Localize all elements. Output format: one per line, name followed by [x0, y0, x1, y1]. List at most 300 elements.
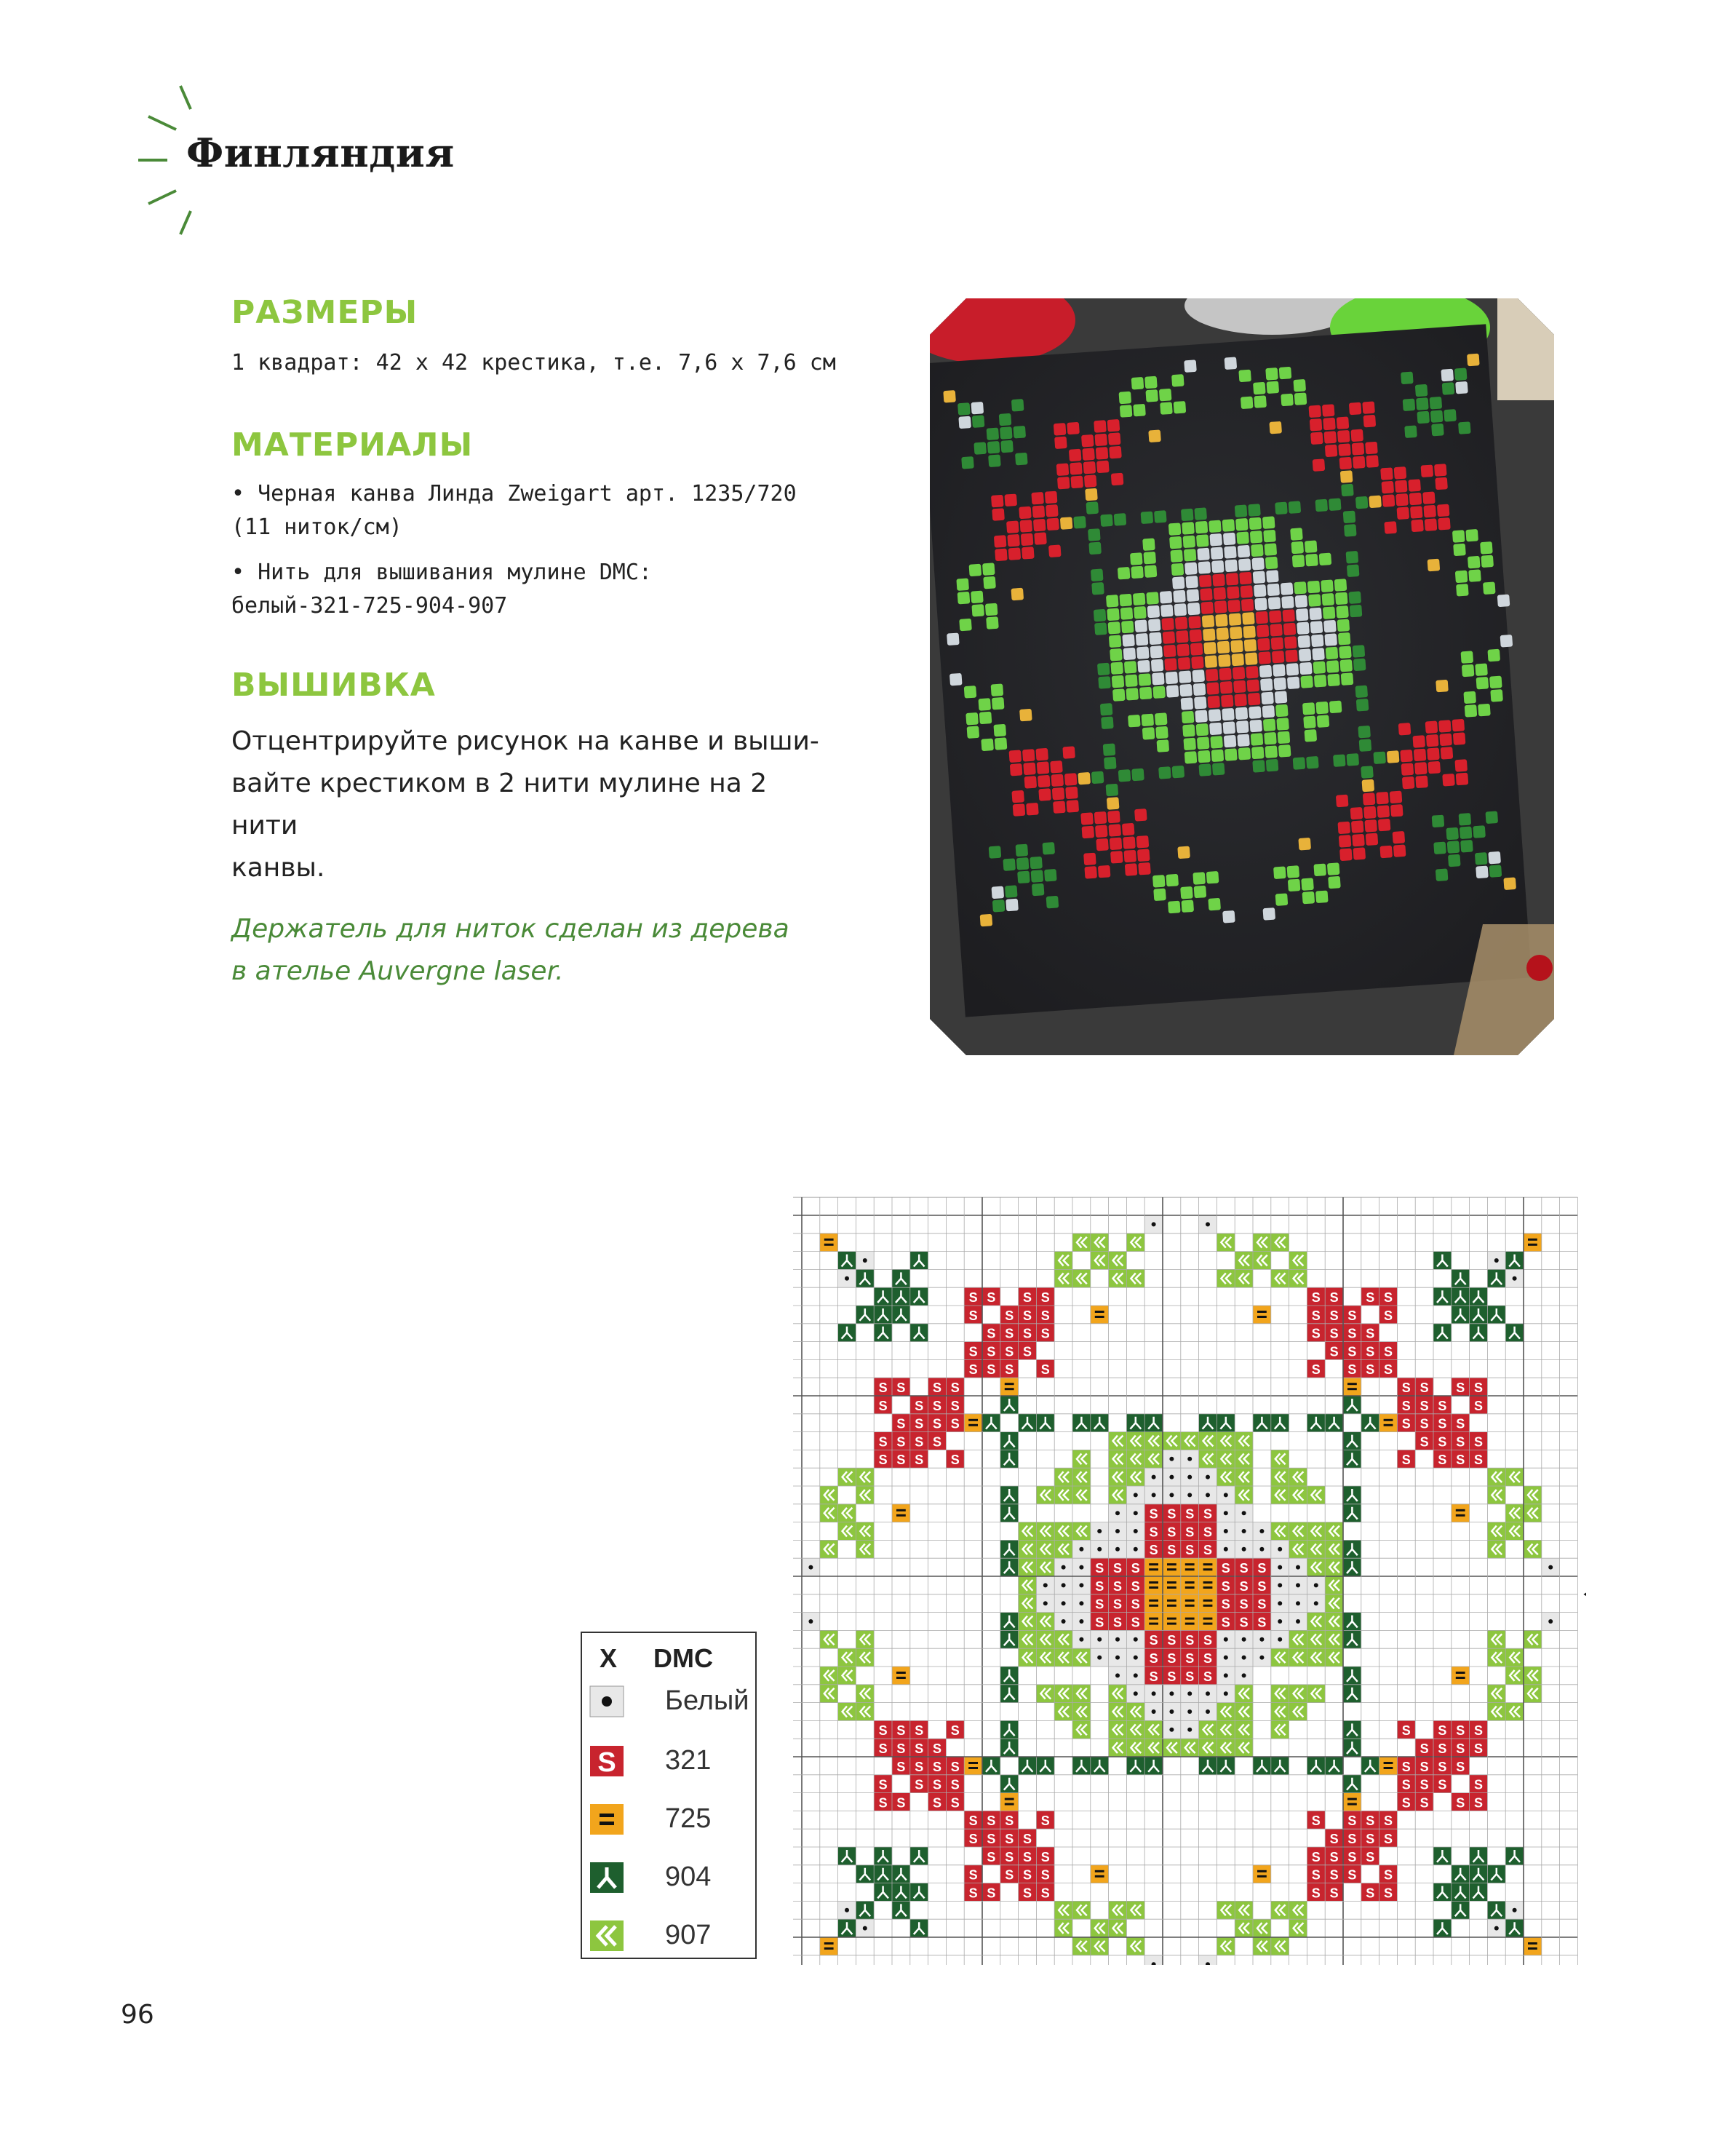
chart-stitch [1307, 1540, 1325, 1558]
photo-stitch [1243, 626, 1256, 639]
photo-stitch [1398, 723, 1412, 736]
chart-stitch [1109, 1486, 1127, 1504]
chart-stitch [1019, 1613, 1037, 1631]
chart-stitch [1289, 1648, 1307, 1667]
chart-stitch [1524, 1234, 1542, 1252]
photo-stitch [1468, 556, 1481, 569]
photo-stitch [1409, 493, 1422, 506]
photo-stitch [1062, 746, 1075, 759]
photo-stitch [1328, 876, 1341, 889]
chart-stitch [910, 1450, 928, 1468]
photo-stitch [1137, 849, 1150, 862]
chart-stitch [1144, 1558, 1163, 1576]
chart-stitch [1307, 1865, 1325, 1883]
chart-stitch [1000, 1667, 1019, 1685]
photo-stitch [1004, 493, 1017, 507]
chart-stitch [1000, 1793, 1019, 1811]
chart-stitch [856, 1901, 874, 1919]
photo-stitch [1097, 663, 1110, 676]
photo-stitch [1335, 592, 1348, 605]
chart-stitch [1487, 1468, 1505, 1486]
chart-stitch [1144, 1594, 1163, 1613]
chart-stitch [1036, 1847, 1054, 1865]
chart-stitch [1433, 1775, 1452, 1793]
chart-stitch [1505, 1252, 1524, 1270]
photo-stitch [1166, 672, 1179, 685]
photo-stitch [1111, 473, 1124, 486]
svg-text:S: S [1456, 1723, 1465, 1739]
photo-stitch [1108, 432, 1121, 445]
embroidery-heading: ВЫШИВКА [231, 667, 436, 704]
chart-stitch [1361, 1757, 1379, 1775]
chart-stitch [1361, 1287, 1379, 1306]
chart-stitch [1109, 1648, 1127, 1667]
photo-stitch [1305, 554, 1318, 567]
chart-stitch [1487, 1703, 1505, 1721]
photo-stitch [1247, 679, 1260, 692]
chart-stitch [856, 1630, 874, 1648]
chart-stitch [1343, 1775, 1361, 1793]
chart-stitch [1072, 1522, 1091, 1541]
svg-text:S: S [1221, 1578, 1230, 1594]
photo-stitch [1271, 637, 1284, 650]
chart-stitch [892, 1432, 910, 1450]
photo-stitch [1339, 457, 1353, 470]
photo-stitch [1152, 686, 1166, 699]
svg-text:S: S [1239, 1561, 1249, 1576]
chart-stitch [1144, 1630, 1163, 1648]
chart-stitch [1199, 1667, 1217, 1685]
chart-stitch [1325, 1829, 1343, 1847]
photo-stitch [1423, 505, 1436, 518]
chart-stitch [1325, 1287, 1343, 1306]
chart-stitch [1199, 1414, 1217, 1432]
photo-stitch [1252, 760, 1265, 773]
chart-stitch [1072, 1468, 1091, 1486]
svg-text:S: S [878, 1434, 888, 1450]
chart-stitch [1289, 1685, 1307, 1703]
svg-text:S: S [987, 1849, 996, 1864]
svg-text:S: S [1005, 1308, 1014, 1323]
photo-stitch [1465, 704, 1478, 718]
chart-stitch [1217, 1269, 1235, 1287]
chart-stitch [874, 1775, 892, 1793]
chart-stitch [892, 1739, 910, 1757]
svg-text:S: S [1203, 1506, 1213, 1522]
photo-stitch [992, 697, 1005, 710]
chart-stitch [856, 1648, 874, 1667]
photo-stitch [1007, 534, 1020, 547]
svg-text:S: S [932, 1795, 942, 1811]
photo-stitch [1259, 665, 1273, 678]
photo-stitch [1000, 440, 1014, 453]
photo-stitch [1108, 824, 1121, 837]
chart-stitch [910, 1396, 928, 1414]
photo-stitch [1262, 907, 1275, 921]
chart-stitch [1036, 1630, 1054, 1648]
svg-text:S: S [950, 1416, 960, 1431]
chart-stitch [1199, 1522, 1217, 1541]
chart-stitch [838, 1919, 856, 1937]
chart-stitch [1379, 1829, 1398, 1847]
photo-stitch [1327, 674, 1340, 687]
chart-stitch [1217, 1540, 1235, 1558]
chart-stitch [1289, 1613, 1307, 1631]
photo-stitch [1175, 617, 1188, 630]
svg-text:S: S [1257, 1615, 1267, 1630]
photo-stitch [1487, 649, 1500, 662]
photo-stitch [1088, 542, 1102, 555]
legend-label-904: 904 [665, 1862, 712, 1892]
svg-text:S: S [1329, 1308, 1339, 1323]
photo-stitch [1182, 711, 1195, 724]
photo-stitch [1224, 546, 1237, 559]
photo-stitch [1199, 575, 1212, 588]
svg-text:S: S [1022, 1326, 1032, 1341]
photo-stitch [1110, 648, 1123, 662]
photo-stitch [1435, 477, 1448, 490]
photo-stitch [1352, 442, 1365, 456]
photo-stitch [1244, 639, 1257, 652]
photo-stitch [971, 604, 984, 617]
chart-stitch [1235, 1468, 1253, 1486]
chart-stitch [1253, 1919, 1271, 1937]
chart-stitch [1054, 1594, 1072, 1613]
photo-stitch [993, 724, 1006, 737]
photo-stitch [1164, 658, 1177, 671]
chart-stitch [820, 1540, 838, 1558]
chart-stitch [874, 1324, 892, 1342]
photo-stitch [1139, 687, 1152, 700]
photo-stitch [1310, 418, 1323, 432]
chart-stitch [1144, 1450, 1163, 1468]
chart-stitch [1470, 1793, 1488, 1811]
svg-text:S: S [1311, 1814, 1321, 1829]
dot-icon [589, 1685, 624, 1717]
photo-stitch [967, 726, 980, 739]
photo-stitch [1257, 624, 1270, 637]
photo-stitch [1184, 562, 1198, 575]
chart-stitch [1397, 1720, 1415, 1739]
svg-text:S: S [1257, 1578, 1267, 1594]
svg-text:S: S [1401, 1416, 1411, 1431]
photo-stitch [1101, 716, 1114, 729]
chart-stitch [856, 1468, 874, 1486]
chart-stitch [1109, 1558, 1127, 1576]
chart-stitch [1091, 1865, 1109, 1883]
photo-stitch [1155, 726, 1168, 739]
photo-stitch [1094, 622, 1107, 635]
photo-stitch [1251, 747, 1265, 760]
chart-stitch [1289, 1269, 1307, 1287]
photo-stitch [982, 563, 995, 576]
chart-stitch [1217, 1558, 1235, 1576]
chart-stitch [1163, 1703, 1181, 1721]
photo-stitch [1143, 552, 1156, 565]
chart-stitch [1217, 1468, 1235, 1486]
chart-stitch [1019, 1630, 1037, 1648]
chart-stitch [1379, 1811, 1398, 1829]
svg-text:S: S [1185, 1525, 1195, 1540]
photo-stitch [1125, 675, 1138, 688]
chart-stitch [1487, 1901, 1505, 1919]
photo-stitch [1369, 496, 1382, 509]
chart-stitch [1343, 1613, 1361, 1631]
chart-stitch [1217, 1720, 1235, 1739]
photo-stitch [1442, 382, 1455, 395]
chart-stitch [820, 1667, 838, 1685]
chart-stitch [1144, 1703, 1163, 1721]
photo-stitch [1022, 749, 1035, 762]
cross-stitch-chart [793, 1193, 1586, 1965]
photo-stitch [1109, 635, 1122, 648]
photo-stitch [978, 698, 991, 711]
photo-stitch [1193, 683, 1206, 696]
photo-stitch [1214, 587, 1227, 600]
photo-stitch [1411, 520, 1424, 533]
photo-stitch [1353, 847, 1366, 860]
photo-stitch [1319, 553, 1332, 566]
photo-stitch [1037, 761, 1050, 774]
svg-text:S: S [1239, 1578, 1249, 1594]
photo-stitch [992, 899, 1006, 913]
chart-stitch [1036, 1486, 1054, 1504]
chart-stitch [892, 1865, 910, 1883]
svg-text:S: S [968, 1290, 978, 1305]
chart-stitch [1235, 1648, 1253, 1667]
photo-stitch [1327, 862, 1340, 875]
chart-stitch [1199, 1432, 1217, 1450]
photo-stitch [1241, 585, 1254, 598]
photo-stitch [1298, 838, 1311, 851]
chart-stitch [1253, 1252, 1271, 1270]
photo-stitch [1282, 609, 1295, 622]
photo-stitch [1500, 635, 1513, 648]
photo-stitch [1222, 519, 1235, 532]
chart-stitch [910, 1775, 928, 1793]
chart-stitch [874, 1396, 892, 1414]
svg-text:S: S [915, 1416, 924, 1431]
chart-stitch [910, 1757, 928, 1775]
svg-text:S: S [896, 1381, 906, 1395]
chart-stitch [1217, 1739, 1235, 1757]
chart-stitch [1144, 1955, 1163, 1965]
photo-stitch [1103, 743, 1116, 756]
chart-stitch [1072, 1703, 1091, 1721]
photo-stitch [1181, 899, 1194, 913]
photo-stitch [1362, 779, 1375, 793]
photo-stitch [992, 508, 1005, 521]
chart-stitch [838, 1522, 856, 1541]
chart-stitch [1019, 1342, 1037, 1360]
photo-stitch [1238, 558, 1251, 571]
svg-text:S: S [1347, 1344, 1357, 1359]
chart-stitch [1433, 1720, 1452, 1739]
chart-stitch [928, 1414, 947, 1432]
svg-text:S: S [878, 1723, 888, 1739]
chart-stitch [1000, 1450, 1019, 1468]
photo-stitch [1112, 688, 1126, 702]
chart-stitch [1361, 1342, 1379, 1360]
photo-stitch [1395, 480, 1408, 493]
photo-stitch [1011, 790, 1024, 803]
chart-stitch [1505, 1468, 1524, 1486]
photo-stitch [1033, 519, 1046, 532]
photo-stitch [1100, 703, 1113, 716]
photo-stitch [1110, 662, 1123, 675]
photo-stitch [1265, 557, 1278, 570]
photo-stitch [1315, 702, 1329, 715]
chart-stitch [1217, 1486, 1235, 1504]
svg-text:S: S [1005, 1832, 1014, 1846]
photo-stitch [1070, 462, 1083, 475]
chart-stitch [1343, 1450, 1361, 1468]
photo-stitch [1203, 628, 1216, 641]
chart-stitch [838, 1703, 856, 1721]
chart-stitch [1307, 1558, 1325, 1576]
chart-stitch [1524, 1630, 1542, 1648]
svg-text:S: S [1383, 1362, 1393, 1378]
chart-stitch [1091, 1630, 1109, 1648]
photo-stitch [1184, 549, 1197, 562]
chart-stitch [1217, 1432, 1235, 1450]
chart-stitch [1343, 1829, 1361, 1847]
photo-stitch [1190, 629, 1203, 643]
chart-stitch [1126, 1739, 1144, 1757]
chart-stitch [1289, 1252, 1307, 1270]
photo-stitch [1295, 595, 1308, 608]
chart-stitch [874, 1847, 892, 1865]
photo-stitch [1182, 522, 1195, 535]
photo-stitch [1416, 397, 1429, 410]
chart-stitch [1361, 1883, 1379, 1902]
photo-stitch [1436, 868, 1449, 881]
chart-stitch [964, 1829, 982, 1847]
chart-stitch [820, 1234, 838, 1252]
photo-stitch [1427, 747, 1440, 760]
chart-stitch [1452, 1667, 1470, 1685]
chart-stitch [964, 1757, 982, 1775]
photo-stitch [1281, 394, 1294, 407]
chart-stitch [838, 1504, 856, 1522]
photo-stitch [1003, 858, 1016, 871]
photo-stitch [1124, 661, 1137, 674]
photo-stitch [1169, 536, 1182, 549]
svg-text:S: S [1366, 1886, 1375, 1901]
photo-stitch [1337, 430, 1350, 443]
chart-stitch [1109, 1504, 1127, 1522]
photo-stitch [1067, 422, 1080, 435]
photo-stitch [1276, 718, 1289, 731]
chart-stitch [1163, 1720, 1181, 1739]
photo-stitch [1131, 768, 1144, 782]
svg-text:S: S [1420, 1398, 1429, 1413]
photo-stitch [1430, 397, 1443, 410]
photo-stitch [957, 592, 971, 605]
photo-stitch [1069, 449, 1082, 462]
materials-item-2-line-2: белый-321-725-904-907 [231, 593, 508, 619]
photo-stitch [1144, 565, 1158, 578]
photo-stitch [1168, 901, 1181, 914]
chart-stitch [1307, 1757, 1325, 1775]
photo-stitch [995, 549, 1008, 562]
chart-stitch [1019, 1865, 1037, 1883]
chart-stitch [1000, 1486, 1019, 1504]
svg-text:S: S [1329, 1849, 1339, 1864]
photo-stitch [1432, 815, 1445, 828]
photo-stitch [964, 686, 977, 699]
chart-stitch [856, 1522, 874, 1541]
photo-stitch [1249, 706, 1262, 719]
photo-stitch [1266, 759, 1279, 772]
chart-stitch [982, 1883, 1000, 1902]
photo-stitch [1098, 676, 1111, 689]
chart-stitch [1271, 1613, 1289, 1631]
photo-stitch [1096, 838, 1109, 851]
photo-stitch [1013, 426, 1026, 439]
chart-stitch [874, 1432, 892, 1450]
chart-stitch [1307, 1811, 1325, 1829]
svg-text:S: S [1473, 1398, 1484, 1413]
photo-stitch [1094, 420, 1107, 433]
svg-text:S: S [1040, 1886, 1050, 1901]
chart-stitch [1126, 1757, 1144, 1775]
chart-stitch [1144, 1757, 1163, 1775]
chart-stitch [1054, 1901, 1072, 1919]
chart-stitch [892, 1306, 910, 1324]
photo-stitch [1208, 898, 1221, 911]
photo-stitch [1287, 865, 1300, 878]
svg-text:S: S [1366, 1362, 1375, 1378]
chart-stitch [1307, 1576, 1325, 1594]
photo-stitch [1465, 529, 1478, 542]
chart-stitch [1253, 1414, 1271, 1432]
photo-stitch [1476, 677, 1489, 690]
embroidery-line-1: Отцентрируйте рисунок на канве и выши- [231, 726, 819, 756]
chart-stitch [1054, 1630, 1072, 1648]
chart-stitch [1000, 1775, 1019, 1793]
chart-stitch [946, 1793, 964, 1811]
photo-stitch [958, 416, 971, 429]
photo-stitch [1052, 787, 1065, 801]
chart-stitch [928, 1757, 947, 1775]
photo-stitch [1107, 797, 1120, 810]
photo-stitch [1157, 739, 1170, 752]
svg-text:S: S [1185, 1506, 1195, 1522]
chart-stitch [1144, 1522, 1163, 1541]
chart-stitch [1126, 1630, 1144, 1648]
photo-stitch [1249, 517, 1262, 531]
svg-text:S: S [1149, 1525, 1158, 1540]
photo-stitch [1393, 844, 1406, 857]
chart-stitch [1289, 1703, 1307, 1721]
chart-stitch [1036, 1540, 1054, 1558]
photo-stitch [1200, 588, 1213, 601]
legend-row-321 [589, 1742, 749, 1780]
chart-stitch [1470, 1739, 1488, 1757]
chart-stitch [928, 1739, 947, 1757]
chart-stitch [1235, 1613, 1253, 1631]
photo-stitch [1170, 549, 1183, 563]
svg-text:S: S [1040, 1308, 1050, 1323]
chart-stitch [1144, 1685, 1163, 1703]
chart-stitch [910, 1252, 928, 1270]
chart-stitch [1379, 1306, 1398, 1324]
photo-stitch [1350, 429, 1363, 442]
chart-stitch [1000, 1865, 1019, 1883]
photo-stitch [1188, 616, 1201, 629]
photo-stitch [983, 576, 996, 589]
